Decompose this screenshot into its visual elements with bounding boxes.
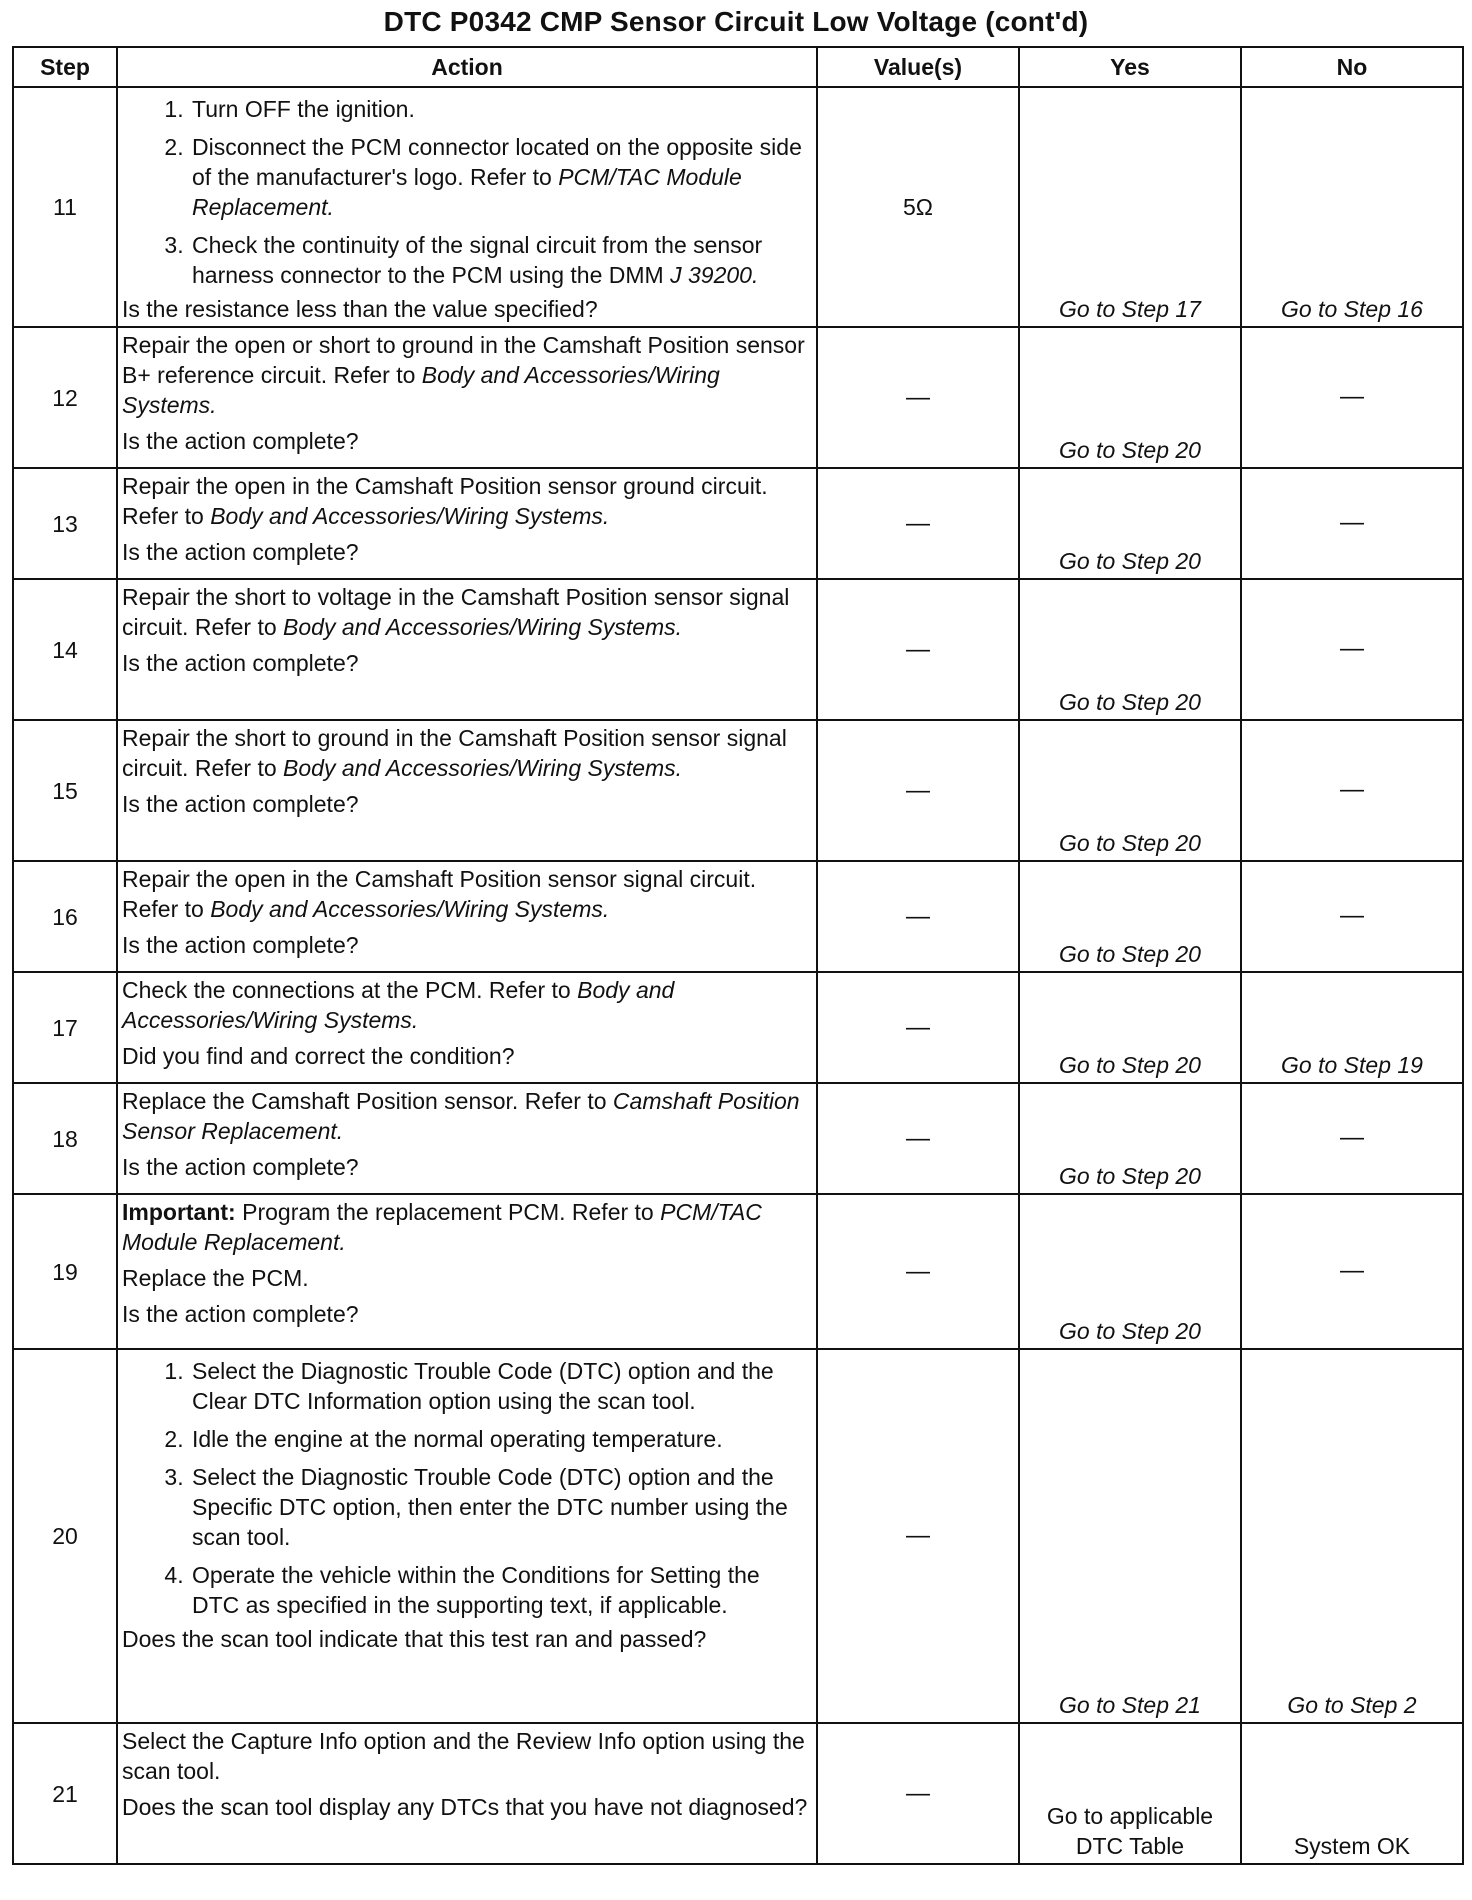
yes-cell: Go to Step 20 (1019, 972, 1241, 1083)
list-item: 3. Select the Diagnostic Trouble Code (DTC) option and the Specific DTC option, then enter the DTC number using the scan tool. (190, 1462, 812, 1552)
value-cell: — (817, 1349, 1019, 1723)
header-no: No (1241, 47, 1463, 87)
yes-cell: Go to Step 17 (1019, 87, 1241, 327)
list-item: 1. Turn OFF the ignition. (190, 94, 812, 124)
list-item: 2. Idle the engine at the normal operating temperature. (190, 1424, 812, 1454)
step-number: 21 (13, 1723, 117, 1864)
action-cell (117, 87, 817, 327)
reference-link: Body and Accessories/Wiring Systems. (210, 896, 610, 922)
action-text: Check the connections at the PCM. Refer to (122, 977, 578, 1003)
value-cell: — (817, 1194, 1019, 1349)
header-values: Value(s) (817, 47, 1019, 87)
header-yes: Yes (1019, 47, 1241, 87)
table-row-step-18 (13, 1083, 1463, 1194)
step-number: 19 (13, 1194, 117, 1349)
no-cell: — (1241, 1083, 1463, 1194)
action-cell (117, 1083, 817, 1194)
step-number: 14 (13, 579, 117, 720)
step-number: 13 (13, 468, 117, 579)
value-cell: — (817, 972, 1019, 1083)
action-cell (117, 972, 817, 1083)
no-cell: — (1241, 327, 1463, 468)
question-text: Is the action complete? (122, 1301, 359, 1327)
action-list (122, 94, 812, 290)
table-row-step-13 (13, 468, 1463, 579)
no-cell: Go to Step 16 (1241, 87, 1463, 327)
question-text: Does the scan tool indicate that this test ran and passed? (122, 1626, 707, 1652)
action-text: Replace the PCM. (122, 1265, 309, 1291)
step-number: 12 (13, 327, 117, 468)
reference-link: PCM/TAC Module Replacement. (192, 164, 742, 220)
value-cell: 5Ω (817, 87, 1019, 327)
value-cell: — (817, 1083, 1019, 1194)
question-text: Is the action complete? (122, 932, 359, 958)
yes-cell: Go to Step 21 (1019, 1349, 1241, 1723)
action-text: Repair the short to voltage in the Camshaft Position sensor signal circuit. Refer to (122, 584, 790, 640)
list-item: 2. Disconnect the PCM connector located on the opposite side of the manufacturer's logo. Refer to PCM/TAC Module Replacement. (190, 132, 812, 222)
table-row-step-15 (13, 720, 1463, 861)
action-text: Program the replacement PCM. Refer to (235, 1199, 661, 1225)
reference-link: PCM/TAC Module Replacement. (122, 1199, 762, 1255)
action-text: Repair the open in the Camshaft Position sensor ground circuit. Refer to (122, 473, 768, 529)
no-cell: — (1241, 720, 1463, 861)
yes-cell: Go to applicable DTC Table (1019, 1723, 1241, 1864)
question-text: Is the action complete? (122, 650, 359, 676)
table-row-step-17 (13, 972, 1463, 1083)
list-item: 4. Operate the vehicle within the Conditions for Setting the DTC as specified in the supporting text, if applicable. (190, 1560, 812, 1620)
diagnostic-table (12, 46, 1464, 1865)
important-label: Important: (122, 1199, 236, 1225)
list-item: 3. Check the continuity of the signal circuit from the sensor harness connector to the PCM using the DMM J 39200. (190, 230, 812, 290)
value-cell: — (817, 1723, 1019, 1864)
step-number: 18 (13, 1083, 117, 1194)
value-cell: — (817, 861, 1019, 972)
table-row-step-14 (13, 579, 1463, 720)
table-row-step-16 (13, 861, 1463, 972)
header-action: Action (117, 47, 817, 87)
value-cell: — (817, 327, 1019, 468)
yes-cell: Go to Step 20 (1019, 579, 1241, 720)
yes-cell: Go to Step 20 (1019, 468, 1241, 579)
yes-cell: Go to Step 20 (1019, 861, 1241, 972)
question-text: Is the resistance less than the value specified? (122, 296, 598, 322)
reference-link: Camshaft Position Sensor Replacement. (122, 1088, 800, 1144)
reference-link: Body and Accessories/Wiring Systems. (283, 614, 683, 640)
action-cell (117, 861, 817, 972)
action-text: Repair the short to ground in the Camshaft Position sensor signal circuit. Refer to (122, 725, 787, 781)
table-row-step-19 (13, 1194, 1463, 1349)
action-text: Select the Capture Info option and the Review Info option using the scan tool. (122, 1728, 805, 1784)
no-cell: — (1241, 468, 1463, 579)
no-cell: Go to Step 2 (1241, 1349, 1463, 1723)
table-header-row (13, 47, 1463, 87)
action-cell (117, 720, 817, 861)
action-cell (117, 1194, 817, 1349)
reference-link: Body and Accessories/Wiring Systems. (210, 503, 610, 529)
value-cell: — (817, 579, 1019, 720)
step-number: 20 (13, 1349, 117, 1723)
action-cell (117, 1723, 817, 1864)
action-text: Repair the open in the Camshaft Position sensor signal circuit. Refer to (122, 866, 757, 922)
list-item: 1. Select the Diagnostic Trouble Code (DTC) option and the Clear DTC Information option using the scan tool. (190, 1356, 812, 1416)
no-cell: — (1241, 1194, 1463, 1349)
action-text: Repair the open or short to ground in the Camshaft Position sensor B+ reference circuit. Refer to (122, 332, 805, 388)
table-row-step-20 (13, 1349, 1463, 1723)
reference-link: Body and Accessories/Wiring Systems. (283, 755, 683, 781)
step-number: 17 (13, 972, 117, 1083)
header-step: Step (13, 47, 117, 87)
yes-cell: Go to Step 20 (1019, 1083, 1241, 1194)
table-row-step-21 (13, 1723, 1463, 1864)
action-cell (117, 327, 817, 468)
reference-link: Body and Accessories/Wiring Systems. (122, 362, 720, 418)
question-text: Is the action complete? (122, 1154, 359, 1180)
value-cell: — (817, 468, 1019, 579)
action-list (122, 1356, 812, 1620)
value-cell: — (817, 720, 1019, 861)
step-number: 16 (13, 861, 117, 972)
action-text: Replace the Camshaft Position sensor. Refer to (122, 1088, 613, 1114)
page-title: DTC P0342 CMP Sensor Circuit Low Voltage (cont'd) (383, 6, 1089, 37)
question-text: Does the scan tool display any DTCs that you have not diagnosed? (122, 1794, 808, 1820)
question-text: Is the action complete? (122, 428, 359, 454)
question-text: Is the action complete? (122, 539, 359, 565)
yes-cell: Go to Step 20 (1019, 720, 1241, 861)
table-row-step-11 (13, 87, 1463, 327)
no-cell: Go to Step 19 (1241, 972, 1463, 1083)
yes-cell: Go to Step 20 (1019, 327, 1241, 468)
yes-cell: Go to Step 20 (1019, 1194, 1241, 1349)
step-number: 11 (13, 87, 117, 327)
no-cell: — (1241, 579, 1463, 720)
action-cell (117, 579, 817, 720)
no-cell: — (1241, 861, 1463, 972)
no-cell: System OK (1241, 1723, 1463, 1864)
action-cell (117, 468, 817, 579)
step-number: 15 (13, 720, 117, 861)
question-text: Did you find and correct the condition? (122, 1043, 515, 1069)
reference-link: Body and Accessories/Wiring Systems. (122, 977, 675, 1033)
tool-reference: J 39200. (670, 262, 759, 288)
action-cell (117, 1349, 817, 1723)
question-text: Is the action complete? (122, 791, 359, 817)
table-row-step-12 (13, 327, 1463, 468)
